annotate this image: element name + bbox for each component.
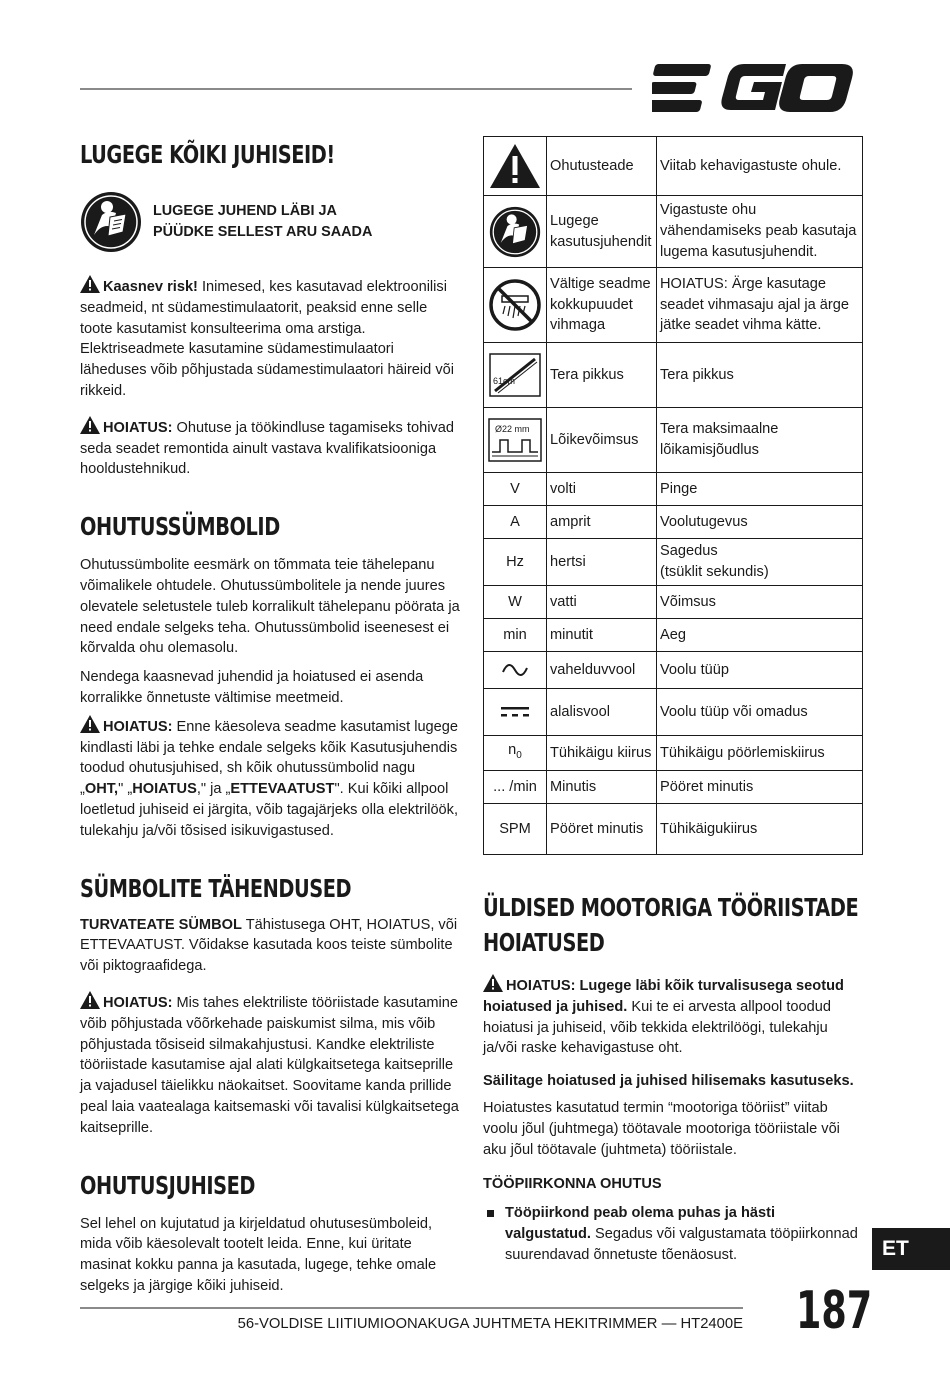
general-warning-paragraph [483,974,865,1059]
symbol-name: hertsi [547,539,657,586]
cutting-capacity-icon-text: Ø22 mm [495,424,530,434]
warning-read-text-b: ". Kui kõiki allpool loetletud juhiseid ei järgita, võib tagajärjeks olla elektrilöök, tulekahju ja/või tõsised isikuvigastused. [80,781,459,839]
table-row [484,539,863,586]
symbol-desc: Vigastuste ohu vähendamiseks peab kasutaja lugema kasutusjuhendit. [657,196,863,268]
warning-label: HOIATUS: [103,718,173,735]
symbol-name: Ohutusteade [547,137,657,196]
meaning-text: Tähistusega OHT, HOIATUS, või ETTEVAATUST. Võidakse kasutada koos teiste sümbolite või piktograafidega. [80,916,458,975]
warning-triangle-icon [80,275,100,293]
symbol-desc: Voolu tüüp [657,652,863,689]
warning-eye-text: Mis tahes elektriliste tööriistade kasutamine võib põhjustada võõrkehade paiskumist silma, mis võib põhjustada tõsiseid silmakahjustusi. Kandke elektriliste tööriistade kasutamise ajal alati külgkaitsetega kaitseprille ja vajadusel täielikku näokaitset. Soovitame kanda prillide peal laia vaatealaga kaitsemaski või tavalisi külgkaitsetega kaitseprille. [80,994,459,1136]
read-notice-line2: PÜÜDKE SELLEST ARU SAADA [153,224,373,240]
table-row [484,736,863,771]
table-row [484,619,863,652]
warning-triangle-icon [80,416,100,434]
symbol-name: Vältige seadme kokkupuudet vihmaga [547,268,657,343]
left-column [80,138,460,1297]
symbol-name: amprit [547,506,657,539]
symbol-desc: Tühikäigu pöörlemiskiirus [657,736,863,771]
symbol-code [484,736,547,771]
symbol-code: ... /min [484,771,547,804]
word-hoiatus: HOIATUS [132,781,197,798]
table-row [484,473,863,506]
table-row [484,268,863,343]
symbol-name: Tühikäigu kiirus [547,736,657,771]
heading-safety-instructions: OHUTUSJUHISED [80,1170,256,1200]
warning-triangle-icon [483,974,503,992]
meaning-label: TURVATEATE SÜMBOL [80,916,242,933]
table-row [484,506,863,539]
word-oht: OHT, [84,781,119,798]
warning-label: HOIATUS: [103,419,173,436]
symbol-table [483,136,863,855]
warning-read-text-a: Enne käesoleva seadme kasutamist lugege kindlasti läbi ja tehke endale selgeks kõik Kasutusjuhendis toodud ohutusjuhised, sh kõik ohutussümbolid nagu „ [80,718,459,798]
symbol-desc: Aeg [657,619,863,652]
symbol-desc-line1: Sagedus [660,543,718,560]
safety-paragraph: Sel lehel on kujutatud ja kirjeldatud ohutusesümboleid, mida võib käesolevalt tootelt leida. Enne, kui üritate masinat kokku panna ja kasutada, lugege, tehke omale selgeks ja järgige kõiki juhiseid. [80,1215,437,1294]
blade-length-icon-text: 61cm [493,376,516,386]
keep-instructions: Säilitage hoiatused ja juhised hilisemaks kasutuseks. [483,1073,854,1090]
symbol-name: alalisvool [547,689,657,736]
warning-triangle-icon [80,991,100,1009]
footer-rule [80,1307,743,1309]
symbol-name: Lugege kasutusjuhendit [547,196,657,268]
header-rule [80,88,632,90]
symbol-code: Hz [484,539,547,586]
read-manual-notice [80,191,460,253]
symbol-name: volti [547,473,657,506]
symbol-name: vatti [547,586,657,619]
risk-label: Kaasnev risk! [103,279,198,295]
symbol-name: Pööret minutis [547,804,657,855]
bullet-text [505,1203,865,1265]
warning-triangle-icon [80,715,100,733]
table-row [484,196,863,268]
table-row [484,137,863,196]
symbol-desc: Võimsus [657,586,863,619]
read-manual-icon [80,191,142,253]
table-row [484,804,863,855]
blade-length-icon [489,353,541,397]
table-row [484,689,863,736]
heading-general-warnings: ÜLDISED MOOTORIGA TÖÖRIISTADE HOIATUSED [483,893,859,957]
right-column [483,890,865,1266]
alternating-current-icon [501,662,529,678]
warning-read-sep2: ," ja „ [196,781,231,798]
work-area-heading: TÖÖPIIRKONNA OHUTUS [483,1176,662,1193]
warning-repair-text: Ohutuse ja töökindluse tagamiseks tohivad seda seadet remontida ainult vastava kvalifikatsiooniga hooldustehnikud. [80,419,454,478]
no-rain-icon [488,278,542,332]
page-number: 187 [796,1281,873,1341]
symbol-desc: HOIATUS: Ärge kasutage seadet vihmasaju ajal ja ärge jätke seadet vihma kätte. [657,268,863,343]
symbol-name: Lõikevõimsus [547,408,657,473]
word-ettevaatust: ETTEVAATUST [230,781,335,798]
meaning-paragraph [80,915,460,977]
cutting-capacity-icon [488,418,542,462]
risk-paragraph [80,275,460,402]
general-warning-bold: Lugege läbi kõik turvalisusega seotud hoiatused ja juhised. [483,978,844,1015]
warning-triangle-icon [489,143,541,189]
warning-label: HOIATUS: [103,994,173,1011]
symbol-code: SPM [484,804,547,855]
warning-read-sep1: " „ [118,781,133,798]
heading-read-all: LUGEGE KÕIKI JUHISEID! [80,140,335,169]
symbol-name: vahelduvvool [547,652,657,689]
symbol-desc: Pinge [657,473,863,506]
symbol-name: minutit [547,619,657,652]
list-item [483,1203,865,1265]
symbols-paragraph-2: Nendega kaasnevad juhendid ja hoiatused ei asenda korralikke õnnetuste vältimise meetmeid. [80,669,424,706]
warning-repair-paragraph [80,416,460,480]
symbol-desc [657,539,863,586]
risk-text: Inimesed, kes kasutavad elektroonilisi seadmeid, nt südamestimulaatorit, peaksid enne selle toote kasutamist konsulteerima oma arstiga. Elektriseadmete kasutamine südamestimulaatori läheduses võib põhjustada südamestimulaatori häireid või rikkeid. [80,279,454,399]
symbol-desc: Voolu tüüp või omadus [657,689,863,736]
table-row [484,652,863,689]
heading-safety-symbols: OHUTUSSÜMBOLID [80,512,280,542]
symbol-desc-line2: (tsüklit sekundis) [660,564,769,580]
symbol-code: A [484,506,547,539]
symbol-desc: Pööret minutis [657,771,863,804]
symbol-n-sub: 0 [516,749,522,761]
heading-symbol-meanings: SÜMBOLITE TÄHENDUSED [80,873,352,903]
symbol-desc: Viitab kehavigastuste ohule. [657,137,863,196]
symbols-paragraph-1: Ohutussümbolite eesmärk on tõmmata teie tähelepanu võimalikele ohtudele. Ohutussümbolitele ja nende juures olevatele seletustele tuleb korralikult tähelepanu pöörata ja need endale selgeks teha. Ohutussümbolid iseenesest ei kõrvalda ohu olemasolu. [80,557,460,657]
symbol-desc: Tera maksimaalne lõikamisjõudlus [657,408,863,473]
symbol-name: Tera pikkus [547,343,657,408]
ego-logo [652,62,862,114]
warning-read-paragraph [80,715,460,842]
symbol-n: n [508,741,517,758]
symbol-desc: Voolutugevus [657,506,863,539]
direct-current-icon [500,705,530,719]
symbol-code: min [484,619,547,652]
warning-label: HOIATUS: [506,978,576,994]
symbol-desc: Tera pikkus [657,343,863,408]
bullet-square-icon [487,1210,494,1217]
symbol-name: Minutis [547,771,657,804]
bullet-rest: Segadus või valgustamata tööpiirkonnad suurendavad õnnetuste tõenäosust. [505,1225,858,1263]
footer-text: 56-VOLDISE LIITIUMIOONAKUGA JUHTMETA HEKITRIMMER — HT2400E [237,1316,743,1332]
bullet-bold: Tööpiirkond peab olema puhas ja hästi valgustatud. [505,1205,776,1242]
term-paragraph: Hoiatustes kasutatud termin “mootoriga tööriist” viitab voolu jõul (juhtmega) töötavale mootoriga tööriistale või aku jõul töötavale (juhtmeta) tööriistale. [483,1099,840,1158]
symbol-code: V [484,473,547,506]
table-row [484,586,863,619]
table-row [484,408,863,473]
table-row [484,343,863,408]
table-row [484,771,863,804]
symbol-desc: Tühikäigukiirus [657,804,863,855]
read-notice-line1: LUGEGE JUHEND LÄBI JA [153,203,337,219]
general-warning-text: Kui te ei arvesta allpool toodud hoiatusi ja juhiseid, võib tekkida elektrilöögi, tulekahju ja/või raske kehavigastuse oht. [483,998,831,1057]
language-tab: ET [872,1228,950,1270]
symbol-code: W [484,586,547,619]
read-manual-icon [489,206,541,258]
warning-eye-paragraph [80,991,460,1139]
